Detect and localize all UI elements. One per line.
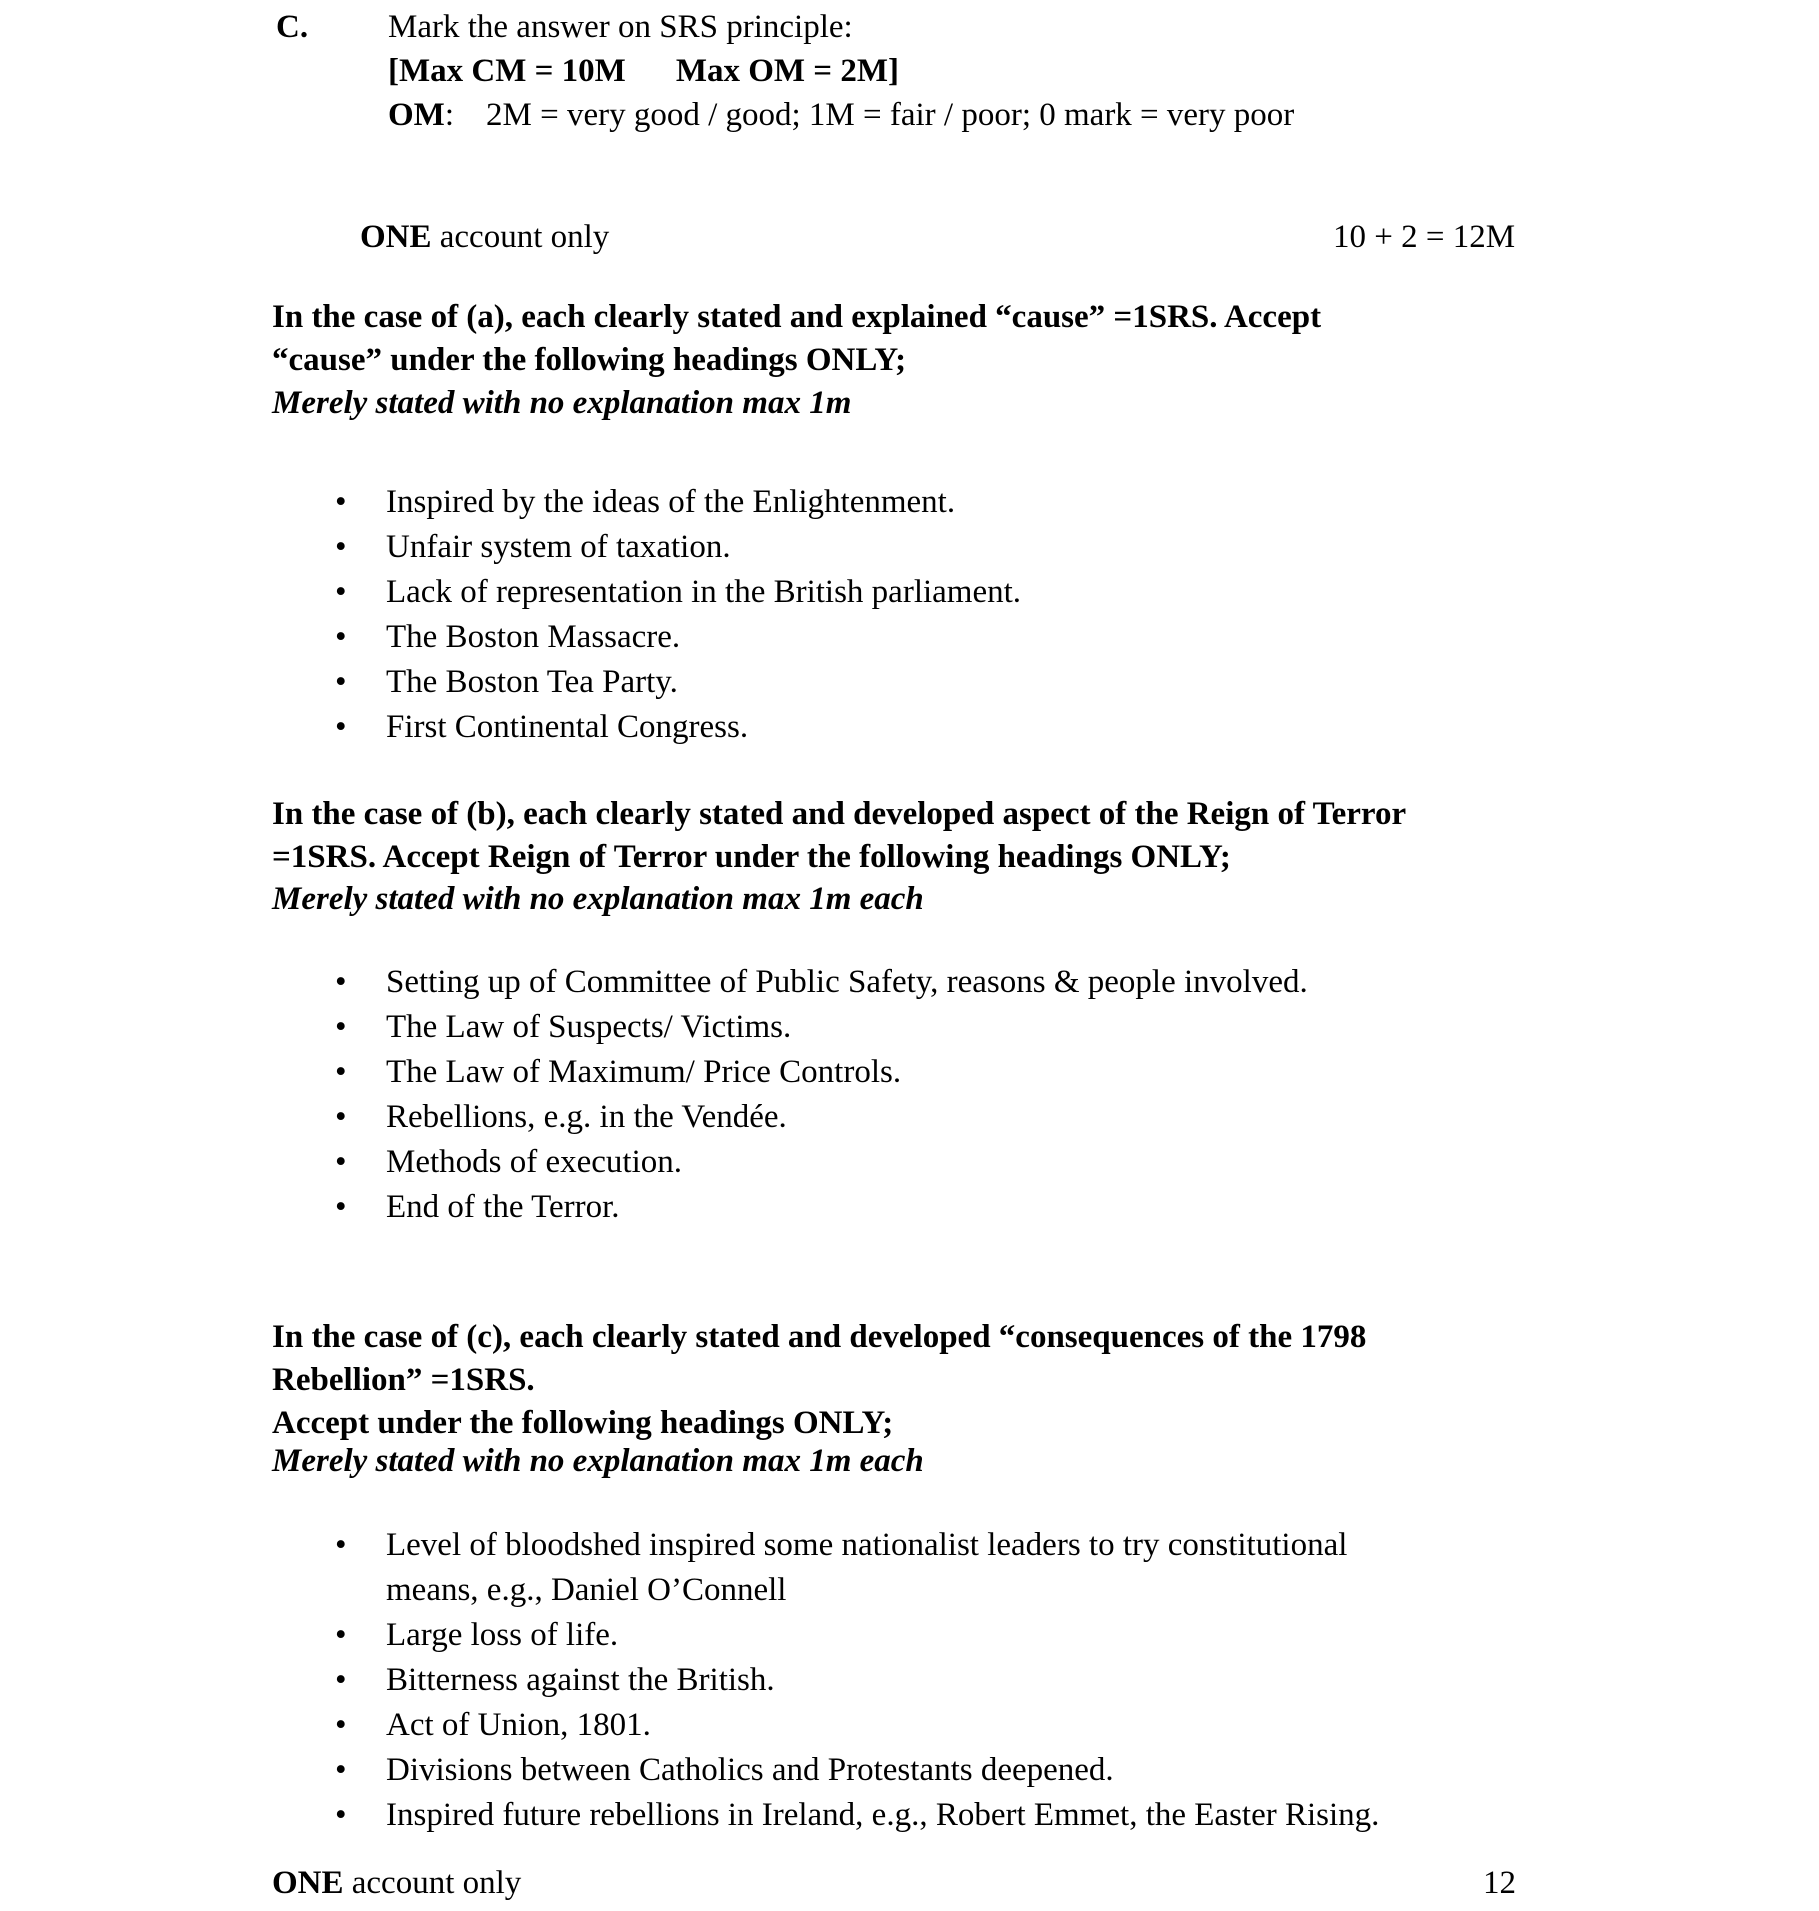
- bullet-text: Bitterness against the British.: [386, 1662, 775, 1698]
- bullet-icon: •: [335, 529, 347, 565]
- bullet-icon: •: [335, 709, 347, 745]
- list-item: [335, 480, 1021, 525]
- list-item: [335, 1523, 1379, 1613]
- bullet-text: The Law of Maximum/ Price Controls.: [386, 1054, 902, 1090]
- list-item: [335, 1095, 1308, 1140]
- footer-account-rest: account only: [343, 1865, 522, 1901]
- om-scale-line: [388, 93, 1294, 137]
- list-item: [335, 1793, 1379, 1838]
- bullet-text: Unfair system of taxation.: [386, 529, 731, 565]
- bullet-text: End of the Terror.: [386, 1189, 620, 1225]
- question-header: [388, 5, 1294, 137]
- footer-account-bold: ONE: [272, 1865, 344, 1901]
- list-item: [335, 1005, 1308, 1050]
- bullet-icon: •: [335, 1054, 347, 1090]
- account-rest-text: account only: [431, 219, 610, 255]
- instruction-line: [388, 5, 1294, 49]
- bullet-text: The Boston Massacre.: [386, 619, 681, 655]
- list-item: [335, 960, 1308, 1005]
- bullet-icon: •: [335, 1099, 347, 1135]
- bullet-icon: •: [335, 1707, 347, 1743]
- section-b-note: Merely stated with no explanation max 1m each: [272, 881, 924, 917]
- bullet-text: The Law of Suspects/ Victims.: [386, 1009, 792, 1045]
- max-om-text: Max OM = 2M]: [675, 53, 899, 89]
- bullet-text: Lack of representation in the British parliament.: [386, 574, 1022, 610]
- section-c-bullet-list: [335, 1523, 1379, 1838]
- bullet-icon: •: [335, 1617, 347, 1653]
- section-b-heading-line: In the case of (b), each clearly stated and developed aspect of the Reign of Terror: [272, 796, 1407, 832]
- page-number: 12: [1483, 1865, 1516, 1901]
- section-c-note: Merely stated with no explanation max 1m each: [272, 1443, 924, 1479]
- bullet-icon: •: [335, 1189, 347, 1225]
- max-marks-line: [388, 49, 1294, 93]
- marks-total: 10 + 2 = 12M: [1333, 219, 1516, 255]
- instruction-text: Mark the answer on SRS principle:: [388, 9, 853, 45]
- bullet-icon: •: [335, 1662, 347, 1698]
- list-item: [335, 615, 1021, 660]
- list-item: [335, 570, 1021, 615]
- bullet-text: Inspired by the ideas of the Enlightenment.: [386, 484, 956, 520]
- section-b-bullet-list: [335, 960, 1308, 1230]
- bullet-text: Methods of execution.: [386, 1144, 683, 1180]
- bullet-icon: •: [335, 619, 347, 655]
- bullet-icon: •: [335, 484, 347, 520]
- bullet-icon: •: [335, 964, 347, 1000]
- section-a-heading: [272, 296, 1321, 382]
- list-item: [335, 1140, 1308, 1185]
- section-b-heading-line: =1SRS. Accept Reign of Terror under the following headings ONLY;: [272, 839, 1231, 875]
- list-item: [335, 1658, 1379, 1703]
- list-item: [335, 1748, 1379, 1793]
- bullet-icon: •: [335, 1752, 347, 1788]
- section-c-heading: [272, 1316, 1366, 1445]
- bullet-icon: •: [335, 574, 347, 610]
- bullet-icon: •: [335, 1144, 347, 1180]
- om-colon: :: [444, 97, 454, 133]
- bullet-text: Divisions between Catholics and Protestants deepened.: [386, 1752, 1114, 1788]
- section-b-heading: [272, 793, 1406, 879]
- section-a-note: Merely stated with no explanation max 1m: [272, 385, 852, 421]
- om-scale-text: 2M = very good / good; 1M = fair / poor; 0 mark = very poor: [486, 97, 1295, 133]
- bullet-icon: •: [335, 664, 347, 700]
- bullet-text-line: means, e.g., Daniel O’Connell: [386, 1572, 787, 1608]
- bullet-text: Large loss of life.: [386, 1617, 619, 1653]
- bullet-icon: •: [335, 1797, 347, 1833]
- list-item: [335, 525, 1021, 570]
- list-item: [335, 1613, 1379, 1658]
- bullet-text: Setting up of Committee of Public Safety, reasons & people involved.: [386, 964, 1308, 1000]
- bullet-text: Rebellions, e.g. in the Vendée.: [386, 1099, 787, 1135]
- section-c-heading-line: Accept under the following headings ONLY;: [272, 1405, 894, 1441]
- bullet-icon: •: [335, 1009, 347, 1045]
- list-item: [335, 705, 1021, 750]
- om-label: OM: [388, 97, 445, 133]
- account-allocation-label: [360, 215, 609, 259]
- list-item: [335, 1703, 1379, 1748]
- bullet-icon: •: [335, 1527, 347, 1563]
- bullet-text: The Boston Tea Party.: [386, 664, 678, 700]
- bullet-text: First Continental Congress.: [386, 709, 749, 745]
- bullet-text: [386, 1523, 1347, 1613]
- section-c-heading-line: In the case of (c), each clearly stated and developed “consequences of the 1798: [272, 1319, 1367, 1355]
- list-item: [335, 1050, 1308, 1095]
- bullet-text-line: Level of bloodshed inspired some nationalist leaders to try constitutional: [386, 1527, 1348, 1563]
- bullet-text: Inspired future rebellions in Ireland, e.g., Robert Emmet, the Easter Rising.: [386, 1797, 1380, 1833]
- list-item: [335, 1185, 1308, 1230]
- list-item: [335, 660, 1021, 705]
- section-a-heading-line: In the case of (a), each clearly stated and explained “cause” =1SRS. Accept: [272, 299, 1322, 335]
- section-a-heading-line: “cause” under the following headings ONLY;: [272, 342, 907, 378]
- max-cm-text: [Max CM = 10M: [388, 53, 626, 89]
- section-c-heading-line: Rebellion” =1SRS.: [272, 1362, 535, 1398]
- section-a-bullet-list: [335, 480, 1021, 750]
- bullet-text: Act of Union, 1801.: [386, 1707, 651, 1743]
- account-bold-text: ONE: [360, 219, 432, 255]
- question-letter: C.: [276, 9, 309, 45]
- footer-account-label: [272, 1861, 521, 1905]
